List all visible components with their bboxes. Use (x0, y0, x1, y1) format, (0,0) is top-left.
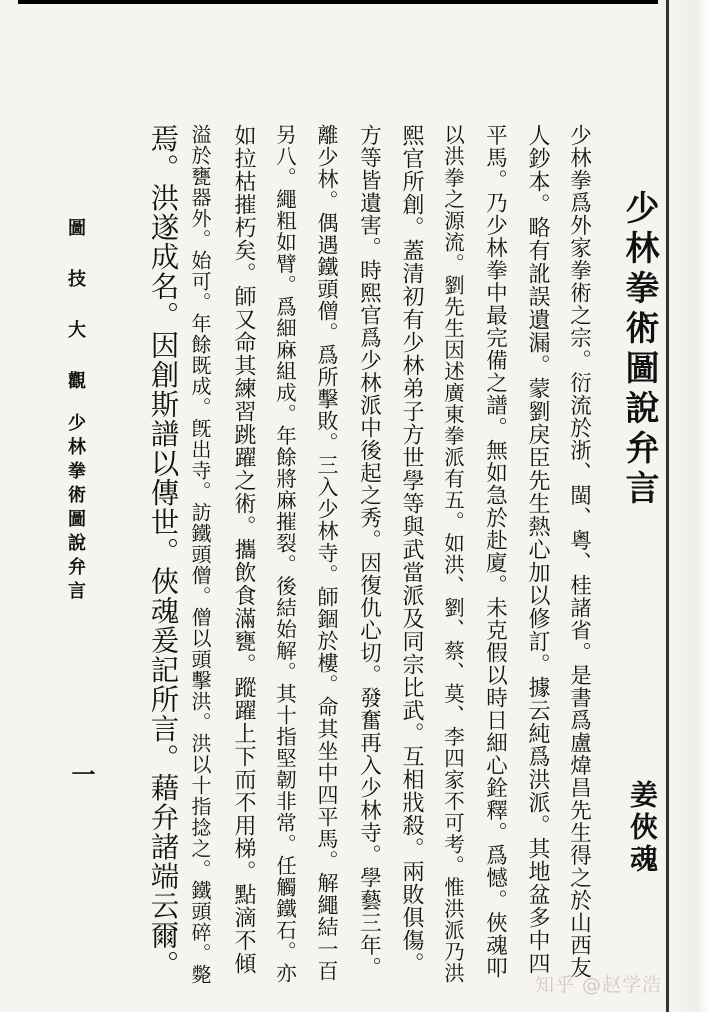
body-column: 方等皆遺害。時熙官爲少林派中後起之秀。因復仇心切。發奮再入少林寺。學藝三年。 (356, 124, 382, 979)
scan-page-edge (666, 0, 710, 1012)
watermark: 知乎 @赵学浩 (535, 974, 663, 996)
running-head-series: 圖 技 大 觀 (65, 218, 86, 395)
body-column: 溢於甕器外。始可。年餘既成。旣出寺。訪鐵頭僧。僧以頭擊洪。洪以十指捻之。鐵頭碎。斃 (188, 124, 212, 985)
preface-title: 少林拳術圖說弁言 (619, 190, 659, 510)
running-head-book: 少林拳術圖說弁言 (65, 413, 86, 605)
author-name: 姜俠魂 (626, 780, 659, 876)
page-number: 一 (67, 762, 96, 786)
body-column: 另八。繩粗如臂。爲細麻組成。年餘將麻摧裂。後結始解。其十指堅韌非常。任觸鐵石。亦 (272, 124, 297, 984)
body-column: 人鈔本。略有訛誤遺漏。蒙劉戾臣先生熱心加以修訂。據云純爲洪派。其地盆多中四 (525, 124, 550, 975)
body-column: 焉。洪遂成名。因創斯譜以傳世。俠魂爰記所言。藉弁諸端云爾。 (146, 124, 180, 980)
body-column: 如拉枯摧朽矣。師又命其練習跳躍之術。攜飲食滿甕。蹤躍上下而不用梯。點滴不傾 (231, 124, 256, 975)
running-head (62, 218, 88, 605)
body-column: 少林拳爲外家拳術之宗。衍流於浙、閩、粵、桂諸省。是書爲盧煒昌先生得之於山西友 (566, 124, 592, 979)
body-column: 熙官所創。蓋清初有少林弟子方世學等與武當派及同宗比武。互相戕殺。兩敗俱傷。 (399, 124, 424, 975)
scan-top-edge (18, 0, 658, 26)
body-column: 平馬。乃少林拳中最完備之譜。無如急於赴廈。未克假以時日細心銓釋。爲憾。俠魂叩 (482, 124, 508, 979)
body-column: 以洪拳之源流。劉先生因述廣東拳派有五。如洪、劉、蔡、莫、李四家不可考。惟洪派乃洪 (440, 124, 465, 984)
body-column: 離少林。偶遇鐵頭僧。爲所擊敗。三入少林寺。師錮於樓。命其坐中四平馬。解繩結一百 (315, 124, 339, 982)
